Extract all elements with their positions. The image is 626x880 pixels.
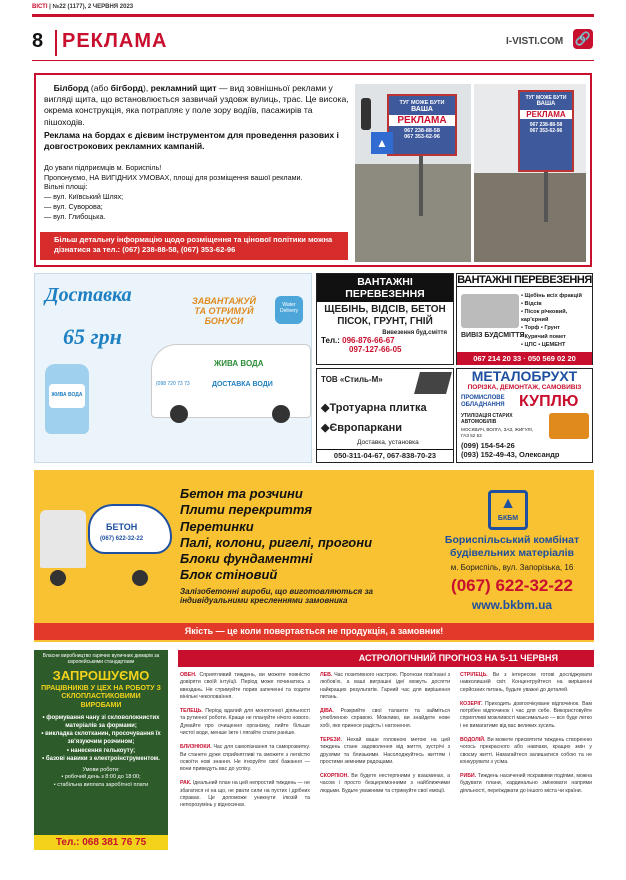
traffic-light-icon: [361, 98, 371, 130]
freight2-phones: 067 214 20 33 · 050 569 02 20: [457, 352, 592, 365]
billboard-intro: Білборд (або бігборд), рекламний щит — вид зовнішньої реклами у вигляді щита, що встановлюється зазвичай уздовж вулиць, трас. Це висока, окрема конструкція, яка потрапляє у поле зору водіїв, пасажирів та пішоходів.: [44, 83, 349, 127]
job-top: Власне виробництво гарячих вуличних димарів за європейськими стандартами: [42, 653, 160, 665]
horoscope-col-1: [180, 672, 310, 817]
bkbm-name: Бориспільський комбінат будівельних матеріалів: [444, 534, 580, 560]
scrap-util: УТИЛІЗАЦІЯ СТАРИХ АВТОМОБІЛІВ: [461, 413, 513, 425]
horoscope-entry: СТРІЛЕЦЬ. Ви з інтересом готові досліджувати навколишній світ. Концентруйтеся на вирішенні серйозних питань, будьте уважні до деталей.: [460, 672, 592, 693]
billboard-contact: Більш детальну інформацію щодо розміщення та цінової політики можна дізнатися за тел.: (067) 238-88-58, (067) 353-62-96: [40, 232, 348, 260]
bkbm-url[interactable]: www.bkbm.ua: [471, 598, 553, 612]
horoscope-entry: ТЕРЕЗИ. Нехай ваше головною метою на цей тиждень стане задоволення від життя, зустрічі з друзями та близькими. Насолоджуйтесь життям і простими земними радощами.: [320, 736, 450, 765]
bkbm-phone: (067) 622-32-22: [451, 576, 573, 595]
van-text: ДОСТАВКА ВОДИ: [212, 381, 273, 388]
horoscope-entry: ЛЕВ. Час позитивного настрою. Прогнози пов'язані з любов'ю, а ваші виграшні ідеї можуть досягти найкращих результатів. Гарний час для вирішення питань.: [320, 672, 450, 700]
issue-line: ВІСТІ | №22 (1177), 2 ЧЕРВНЯ 2023: [32, 4, 134, 10]
paving-sub: Доставка, установка: [357, 439, 419, 446]
horoscope-col-3: [460, 672, 592, 802]
job-title: ЗАПРОШУЄМО: [52, 668, 150, 683]
horoscope-entry: ТЕЛЕЦЬ. Період вдалий для монотонної діяльності та рутинної роботи. Краще не плануйте нічого нового. Думайте про очищення організму, пийте більше чистої води, менше їжте і лягайте спати раніше.: [180, 708, 310, 736]
water-delivery-ad: [34, 273, 312, 463]
billboard-sign-2: ТУГ МОЖЕ БУТИ ВАША РЕКЛАМА 067 238-88-58 067 353-62-96: [518, 90, 574, 172]
scrap-cars: МОСКВИЧ, ВОЛГА, ЗАЗ, ЖИГУЛІ, ГАЗ 52 53: [461, 427, 534, 438]
scrap-metal-ad: [456, 368, 593, 463]
billboard-claim: Реклама на бордах є дієвим інструментом для проведення разових і довгострокових рекламних кампаній.: [44, 130, 339, 152]
bkbm-products: [180, 486, 428, 634]
bkbm-slogan: Якість — це коли повертається не продукція, а замовник!: [34, 623, 594, 640]
freight2-title: ВАНТАЖНІ ПЕРЕВЕЗЕННЯ: [457, 274, 592, 286]
wheel-icon: [170, 405, 188, 423]
freight-sub: Вивезення буд.сміття: [382, 330, 447, 337]
horoscope-entry: РАК. Ідеальний план на цей непростий тиждень — не збагатися ні на що, не рвати сили на пустих і дрібних справах. Це допоможе уникнути ілюзій та непорозумінь у відносинах.: [180, 780, 310, 809]
header-rule-bottom: [32, 60, 594, 61]
billboard-offer: До уваги підприємців м. Бориспіль! Пропонуємо, НА ВИГІДНИХ УМОВАХ, площі для розміщення вашої реклами. Вільні площі: — вул. Київський Шлях; — вул. Суворова; — вул. Глибоцька.: [44, 163, 303, 221]
horoscope-entry: ОВЕН. Сприятливий тиждень, ви можете повністю довіряти своїй інтуїції. Період може починатись з ввездань. Не стримуйте порив запеченні та ходити вінільні чеколоваїння.: [180, 672, 310, 700]
scrap-equipment: ПРОМИСЛОВЕ ОБЛАДНАННЯ: [461, 395, 505, 409]
bkbm-sub: Залізобетонні вироби, що виготовляються за індивідуальними кресленнями замовника: [180, 586, 374, 606]
delivery-van-icon: [151, 344, 311, 418]
horoscope-entry: РИБИ. Тиждень насичений яскравими подіями, можна будувати плани, кардинально змінювати напрями діяльності, переїжджати до іншого міста чи країни.: [460, 773, 592, 794]
van-brand: ЖИВА ВОДА: [214, 359, 264, 368]
section-title: РЕКЛАМА: [62, 30, 168, 52]
water-logo-small: ЖИВА ВОДА: [49, 384, 85, 408]
billboard-photo-2: [474, 84, 586, 262]
bkbm-list: Бетон та розчини Плити перекриття Перетинки Палі, колони, ригелі, прогони Блоки фундаментні Блок стіновий: [180, 486, 373, 583]
billboard-pole: [419, 156, 423, 216]
billboard-photo-1: [355, 84, 471, 262]
scrap-title: МЕТАЛОБРУХТ: [471, 368, 578, 384]
paving-phones: 050-311-04-67, 067-838-70-23: [317, 449, 453, 460]
scrap-phones: (099) 154-54-26 (093) 152-49-43, Олександр: [461, 441, 560, 460]
billboard-pole-2: [544, 172, 548, 222]
scrap-buy: КУПЛЮ: [519, 393, 579, 410]
paving-company: ТОВ «Стиль-М»: [321, 375, 383, 384]
dump-truck-icon: [461, 294, 519, 328]
horoscope-entry: ВОДОЛІЙ. Ви можете присвятити тиждень створенню чогось прекрасного або навпаки, кращих змін у своєму житті. Намагайтеся залишатися собою та не конкурувати з усіма.: [460, 736, 592, 765]
crosswalk-sign-icon: ▲: [371, 132, 393, 154]
job-duties: • формування чану зі скловолокнистих матеріалів за формами; • викладка склотканин, просочування їх зв'язуючим розчином; • нанесення гелькоуту; • базові навики з електроінструментом.: [41, 715, 161, 762]
billboard-sign: ТУГ МОЖЕ БУТИ ВАША РЕКЛАМА 067 238-88-58 067 353-62-96: [387, 94, 457, 156]
freight-title: ВАНТАЖНІ ПЕРЕВЕЗЕННЯ: [317, 274, 453, 302]
job-ad: [34, 650, 168, 850]
concrete-truck-icon: БЕТОН (067) 622-32-22: [40, 500, 174, 594]
job-phone: Тел.: 068 381 76 75: [34, 835, 168, 850]
scrap-sub: ПОРІЗКА, ДЕМОНТАЖ, САМОВИВІЗ: [467, 384, 582, 392]
freight-ad-2: [456, 273, 593, 365]
bkbm-address: м. Бориспіль, вул. Запорізька, 16: [450, 563, 574, 572]
link-icon[interactable]: 🔗: [573, 29, 593, 49]
horoscope-title: АСТРОЛОГІЧНИЙ ПРОГНОЗ НА 5-11 ЧЕРВНЯ: [178, 650, 594, 667]
water-bonus: ЗАВАНТАЖУЙ ТА ОТРИМУЙ БОНУСИ: [191, 296, 256, 326]
freight-ad-1: [316, 273, 454, 365]
water-app-icon: Water Delivery: [275, 296, 303, 324]
bkbm-logo: ▲ БКБМ: [488, 490, 528, 530]
paving-item-2: ◆Європаркани: [321, 422, 403, 434]
water-title: Доставка: [45, 284, 132, 306]
issue-info: №22 (1177), 2 ЧЕРВНЯ 2023: [52, 4, 134, 10]
horoscope-entry: БЛИЗНЮКИ. Час для самопізнання та саморозвитку. Ви станете дуже сприйнятливі та зможете з легкістю освоїти нові знання. Не ігноруйте свої бажання — вони приведуть вас до успіху.: [180, 744, 310, 773]
freight-phones: Тел.: 096-876-66-67 097-127-66-05: [321, 336, 402, 355]
freight-materials: ЩЕБІНЬ, ВІДСІВ, БЕТОН ПІСОК, ГРУНТ, ГНІЙ: [324, 304, 446, 328]
horoscope-entry: СКОРПІОН. Ви будете нестерпними у взаєминах, а часом і просто безцеремонними з найближчими людьми. Будьте уважними та стримуйте свої емоції.: [320, 773, 450, 794]
paving-ad: [316, 368, 454, 463]
paving-stone-icon: [414, 372, 452, 394]
van-phone: (098 720 73 73: [156, 381, 190, 387]
page-number: 8: [32, 30, 44, 52]
horoscope-entry: КОЗЕРІГ. Приходить довгоочікуване відпочинок. Вам потрібен відпочинок і час для себе. Використовуйте сприятливі можливості максимально — все буде легко і не вимагатиме від вас великих зусиль.: [460, 700, 593, 729]
job-sub: ПРАЦІВНИКІВ У ЦЕХ НА РОБОТУ З СКЛОПЛАСТИКОВИМИ ВИРОБАМИ: [41, 685, 161, 709]
freight2-list: • Щебінь всіх фракцій • Відсів • Пісок річковий, кар'єрний • Торф • Грунт • Курячий помет • ЦПС • ЦЕМЕНТ: [521, 293, 582, 348]
header-divider: [55, 30, 57, 56]
header-rule: [32, 14, 594, 17]
tow-truck-icon: [549, 413, 589, 439]
paving-item-1: ◆Тротуарна плитка: [321, 402, 427, 414]
paper-name: ВІСТІ: [32, 4, 48, 10]
horoscope-col-2: [320, 672, 450, 802]
freight2-side: ВИВІЗ БУДСМІТТЯ: [461, 332, 525, 339]
water-price: 65 грн: [63, 324, 122, 349]
horoscope-entry: ДІВА. Розкрийте свої таланти та займіться улюбленою справою. Можливо, ви знайдете нове хобі, яке принесе радість і натхнення.: [320, 708, 450, 729]
job-conditions: Умови роботи: • робочий день з 8:00 до 18:00; • стабільна виплата заробітної плати: [53, 766, 149, 788]
site-link[interactable]: I-VISTI.COM: [506, 36, 564, 47]
wheel-icon: [272, 405, 290, 423]
